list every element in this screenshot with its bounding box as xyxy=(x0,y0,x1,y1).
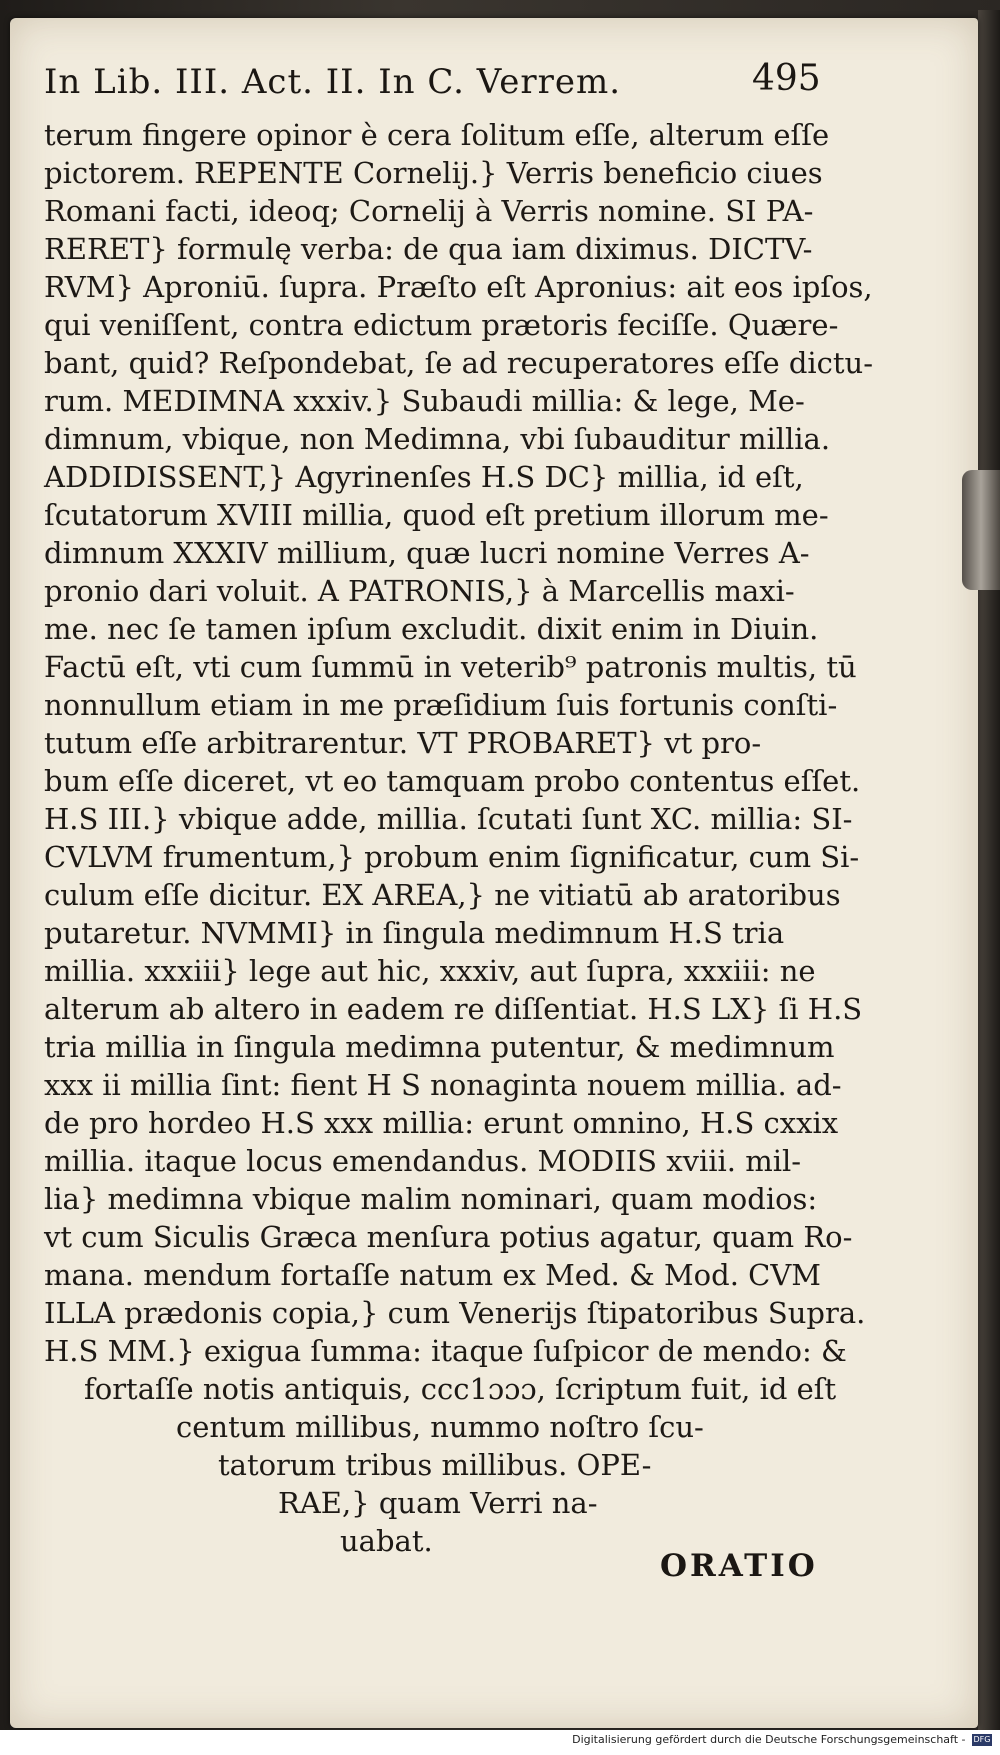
text-line: putaretur. NVMMI} in ſingula medimnum H.S tria xyxy=(44,916,785,950)
text-line: H.S III.} vbique adde, millia. ſcutati ſunt XC. millia: SI- xyxy=(44,802,853,836)
text-line: Romani facti, ideoq; Cornelij à Verris nomine. SI PA- xyxy=(44,194,814,228)
text-line: RERET} formulę verba: de qua iam diximus. DICTV- xyxy=(44,232,813,266)
text-line: de pro hordeo H.S xxx millia: erunt omnino, H.S cxxix xyxy=(44,1106,839,1140)
text-line: RAE,} quam Verri na- xyxy=(278,1486,598,1520)
text-line: CVLVM frumentum,} probum enim ſignificatur, cum Si- xyxy=(44,840,860,874)
text-line: millia. xxxiii} lege aut hic, xxxiv, aut ſupra, xxxiii: ne xyxy=(44,954,816,988)
book-spine xyxy=(978,10,1000,1730)
text-line: vt cum Siculis Græca menſura potius agatur, quam Ro- xyxy=(44,1220,853,1254)
text-line: centum millibus, nummo noſtro ſcu- xyxy=(176,1410,704,1444)
text-line: tatorum tribus millibus. OPE- xyxy=(218,1448,652,1482)
catchword: ORATIO xyxy=(660,1548,818,1584)
text-line: culum eſſe dicitur. EX AREA,} ne vitiatū ab aratoribus xyxy=(44,878,841,912)
text-line: dimnum XXXIV millium, quæ lucri nomine Verres A- xyxy=(44,536,810,570)
text-line: xxx ii millia ſint: fient H S nonaginta nouem millia. ad- xyxy=(44,1068,842,1102)
text-line: tutum eſſe arbitrarentur. VT PROBARET} vt pro- xyxy=(44,726,762,760)
text-line: tria millia in ſingula medimna putentur, & medimnum xyxy=(44,1030,835,1064)
digitization-footer xyxy=(572,1733,992,1746)
text-line: mana. mendum fortaſſe natum ex Med. & Mod. CVM xyxy=(44,1258,821,1292)
text-line: pronio dari voluit. A PATRONIS,} à Marcellis maxi- xyxy=(44,574,795,608)
dfg-logo-icon: DFG xyxy=(973,1735,991,1744)
text-line: bum eſſe diceret, vt eo tamquam probo contentus eſſet. xyxy=(44,764,861,798)
page-number: 495 xyxy=(752,58,821,99)
text-line: H.S MM.} exigua ſumma: itaque ſuſpicor de mendo: & xyxy=(44,1334,847,1368)
text-line: ADDIDISSENT,} Agyrinenſes H.S DC} millia, id eſt, xyxy=(44,460,804,494)
text-line: fortaſſe notis antiquis, ccc1ɔɔɔ, ſcriptum fuit, id eſt xyxy=(84,1372,837,1406)
clasp-icon xyxy=(962,470,1000,590)
text-line: qui veniſſent, contra edictum prætoris feciſſe. Quære- xyxy=(44,308,839,342)
text-line: alterum ab altero in eadem re diſſentiat. H.S LX} ſi H.S xyxy=(44,992,863,1026)
text-line: lia} medimna vbique malim nominari, quam modios: xyxy=(44,1182,818,1216)
text-line: Factū eſt, vti cum ſummū in veterib⁹ patronis multis, tū xyxy=(44,650,857,684)
text-line: ILLA prædonis copia,} cum Venerijs ſtipatoribus Supra. xyxy=(44,1296,866,1330)
text-line: millia. itaque locus emendandus. MODIIS xviii. mil- xyxy=(44,1144,802,1178)
running-title: In Lib. III. Act. II. In C. Verrem. xyxy=(44,62,622,102)
text-line: dimnum, vbique, non Medimna, vbi ſubauditur millia. xyxy=(44,422,831,456)
text-line: nonnullum etiam in me præſidium ſuis fortunis conſti- xyxy=(44,688,838,722)
text-body xyxy=(44,116,874,1560)
text-line: RVM} Aproniū. ſupra. Præſto eſt Apronius: ait eos ipſos, xyxy=(44,270,873,304)
footer-text: Digitalisierung gefördert durch die Deutsche Forschungsgemeinschaft - xyxy=(572,1733,966,1746)
text-line: terum fingere opinor è cera ſolitum eſſe, alterum eſſe xyxy=(44,118,830,152)
text-line: uabat. xyxy=(340,1524,433,1558)
text-line: pictorem. REPENTE Cornelij.} Verris beneficio ciues xyxy=(44,156,823,190)
text-line: ſcutatorum XVIII millia, quod eſt pretium illorum me- xyxy=(44,498,829,532)
text-line: rum. MEDIMNA xxxiv.} Subaudi millia: & lege, Me- xyxy=(44,384,805,418)
text-line: me. nec ſe tamen ipſum excludit. dixit enim in Diuin. xyxy=(44,612,819,646)
text-line: bant, quid? Reſpondebat, ſe ad recuperatores eſſe dictu- xyxy=(44,346,874,380)
